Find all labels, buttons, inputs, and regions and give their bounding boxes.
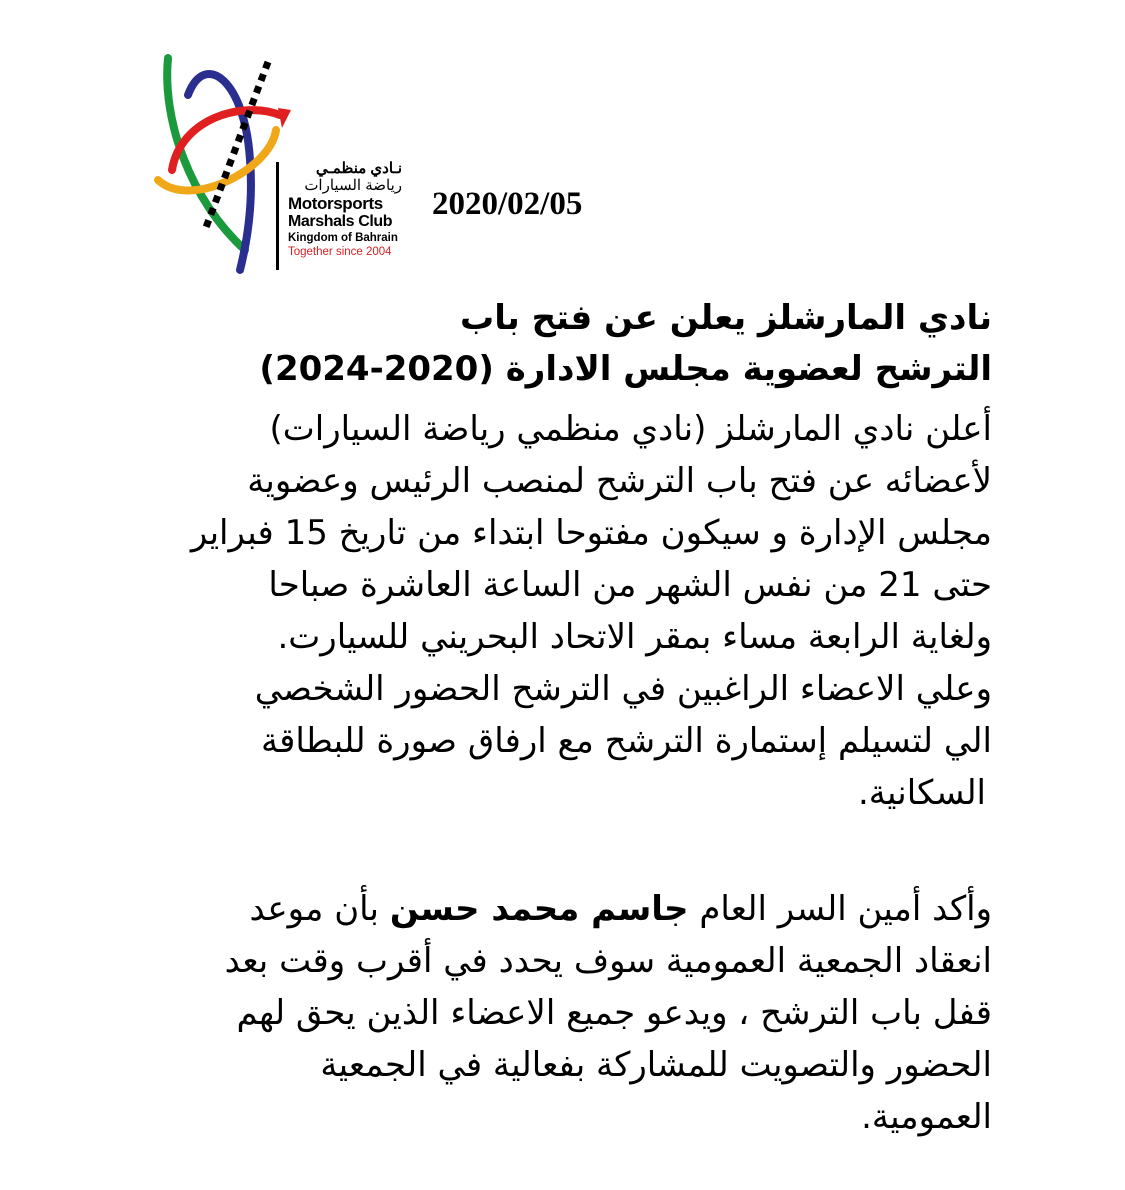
paragraph-line: انعقاد الجمعية العمومية سوف يحدد في أقرب وقت بعد: [224, 941, 992, 981]
paragraph-1: [132, 403, 992, 663]
paragraph-line: أعلن نادي المارشلز (نادي منظمي رياضة السيارات): [269, 409, 992, 449]
secretary-name: جاسم محمد حسن: [389, 889, 689, 929]
paragraph-line: ولغاية الرابعة مساء بمقر الاتحاد البحريني للسيارت.: [277, 617, 992, 657]
paragraph-3: [132, 883, 992, 1143]
paragraph-line: وعلي الاعضاء الراغبين في الترشح الحضور الشخصي: [254, 669, 992, 709]
logo-wordmark: [288, 160, 413, 259]
title-line: الترشح لعضوية مجلس الادارة (2020-2024): [259, 349, 992, 389]
paragraph-line: العمومية.: [861, 1097, 992, 1137]
paragraph-line-start: وأكد أمين السر العام: [699, 889, 992, 929]
paragraph-line: [132, 883, 992, 935]
paragraph-line: الي لتسيلم إستمارة الترشح مع ارفاق صورة للبطاقة: [260, 721, 992, 761]
paragraph-line: الحضور والتصويت للمشاركة بفعالية في الجمعية: [320, 1045, 992, 1085]
logo-arabic-line2: رياضة السيارات: [304, 177, 402, 194]
logo-english-line3: Kingdom of Bahrain: [288, 232, 398, 244]
paragraph-line: قفل باب الترشح ، ويدعو جميع الاعضاء الذين يحق لهم: [236, 993, 992, 1033]
logo-divider: [276, 162, 279, 270]
announcement-title: [132, 293, 992, 395]
paragraph-line: مجلس الإدارة و سيكون مفتوحا ابتداء من تاريخ 15 فبراير: [190, 513, 992, 553]
announcement-date: 2020/02/05: [432, 186, 583, 222]
logo-english-line1: Motorsports: [288, 194, 383, 213]
logo-english-line2: Marshals Club: [288, 213, 393, 230]
paragraph-line: حتى 21 من نفس الشهر من الساعة العاشرة صباحا: [268, 565, 992, 605]
paragraph-line-end: بأن موعد: [249, 889, 379, 929]
title-line: نادي المارشلز يعلن عن فتح باب: [460, 298, 992, 338]
club-logo: [150, 50, 415, 275]
logo-tagline: Together since 2004: [288, 246, 392, 258]
paragraph-2: [132, 663, 992, 819]
logo-arabic-line1: نـادي منظمـي: [315, 160, 402, 177]
paragraph-line: السكانية.: [857, 773, 986, 813]
paragraph-line: لأعضائه عن فتح باب الترشح لمنصب الرئيس وعضوية: [247, 461, 992, 501]
